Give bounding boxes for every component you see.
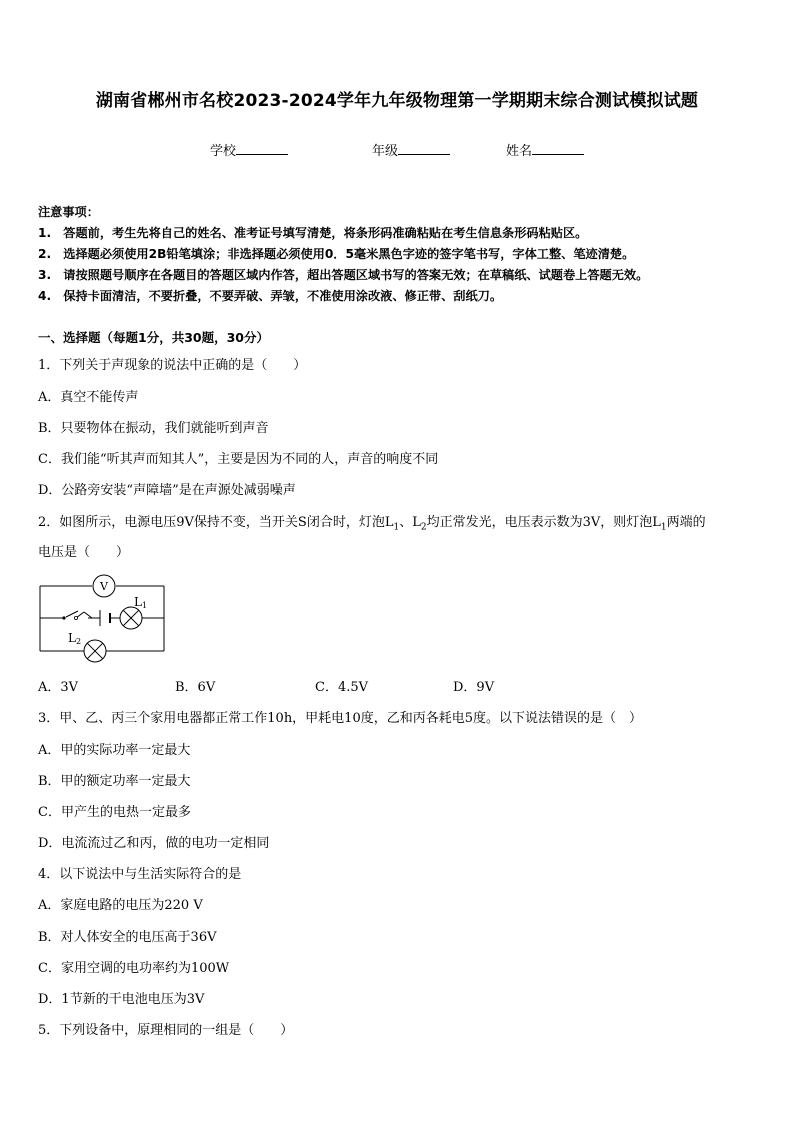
q1-option-b[interactable]: B．只要物体在振动，我们就能听到声音 [38, 421, 269, 436]
q2-option-d[interactable]: D．9V [453, 680, 495, 695]
lamp-l2-label: L2 [68, 631, 82, 646]
q1-option-d[interactable]: D．公路旁安装“声障墙”是在声源处减弱噪声 [38, 483, 296, 498]
q3-option-b[interactable]: B．甲的额定功率一定最大 [38, 774, 191, 789]
notes-section [38, 202, 648, 307]
school-field[interactable] [210, 140, 288, 159]
q4-option-c[interactable]: C．家用空调的电功率约为100W [38, 961, 230, 976]
voltmeter-label: V [100, 580, 108, 593]
q2-sub: 1 [660, 522, 667, 533]
lamp-l2-icon [84, 640, 106, 662]
name-field[interactable] [506, 140, 584, 159]
school-blank[interactable] [236, 142, 288, 155]
q3-option-d[interactable]: D．电流流过乙和丙，做的电功一定相同 [38, 836, 270, 851]
q2-stem-part: 均正常发光，电压表示数为3V，则灯泡L [426, 515, 661, 530]
name-blank[interactable] [532, 142, 584, 155]
q4-option-a[interactable]: A．家庭电路的电压为220 V [38, 898, 203, 913]
q4-stem: 4．以下说法中与生活实际符合的是 [38, 867, 242, 882]
q3-option-c[interactable]: C．甲产生的电热一定最多 [38, 805, 191, 820]
circuit-diagram [36, 572, 176, 668]
q2-option-a[interactable]: A．3V [38, 680, 79, 695]
q2-option-c[interactable]: C．4.5V [315, 680, 369, 695]
q3-option-a[interactable]: A．甲的实际功率一定最大 [38, 743, 191, 758]
section-heading: 一、选择题（每题1分，共30题，30分） [38, 330, 269, 345]
grade-blank[interactable] [398, 142, 450, 155]
name-label: 姓名 [506, 144, 533, 159]
school-label: 学校 [210, 144, 237, 159]
q3-stem: 3．甲、乙、丙三个家用电器都正常工作10h，甲耗电10度，乙和丙各耗电5度。以下说法错误的是（ ） [38, 711, 642, 726]
note-item: 1. 答题前，考生先将自己的姓名、准考证号填写清楚，将条形码准确粘贴在考生信息条形码粘贴区。 [38, 226, 588, 240]
notes-heading: 注意事项： [38, 205, 99, 219]
note-item: 2. 选择题必须使用2B铅笔填涂；非选择题必须使用0．5毫米黑色字迹的签字笔书写，字体工整、笔迹清楚。 [38, 247, 635, 261]
q2-sub: 1 [393, 522, 400, 533]
q2-stem-part: 两端的 [666, 515, 706, 530]
q2-option-b[interactable]: B．6V [175, 680, 216, 695]
lamp-l1-label: L1 [134, 595, 148, 610]
page-title: 湖南省郴州市名校2023-2024学年九年级物理第一学期期末综合测试模拟试题 [95, 91, 699, 111]
lamp-l1-icon [120, 607, 142, 629]
q2-stem-line2: 电压是（ ） [38, 545, 130, 560]
q1-stem: 1．下列关于声现象的说法中正确的是（ ） [38, 358, 307, 373]
q4-option-b[interactable]: B．对人体安全的电压高于36V [38, 930, 217, 945]
switch-contact [74, 616, 77, 619]
q2-stem [38, 511, 706, 533]
q1-option-a[interactable]: A．真空不能传声 [38, 390, 139, 405]
note-item: 3. 请按照题号顺序在各题目的答题区域内作答，超出答题区域书写的答案无效；在草稿纸、试题卷上答题无效。 [38, 268, 649, 282]
q2-stem-part: 2．如图所示，电源电压9V保持不变，当开关S闭合时，灯泡L [38, 515, 394, 530]
q2-sub: 2 [420, 522, 427, 533]
note-item: 4. 保持卡面清洁，不要折叠，不要弄破、弄皱，不准使用涂改液、修正带、刮纸刀。 [38, 289, 503, 303]
grade-field[interactable] [372, 140, 450, 159]
q1-option-c[interactable]: C．我们能“听其声而知其人”，主要是因为不同的人，声音的响度不同 [38, 452, 439, 467]
q5-stem: 5．下列设备中，原理相同的一组是（ ） [38, 1023, 294, 1038]
q2-stem-part: 、L [399, 515, 421, 530]
q4-option-d[interactable]: D．1节新的干电池电压为3V [38, 992, 205, 1007]
grade-label: 年级 [372, 144, 399, 159]
switch-icon [62, 616, 65, 619]
